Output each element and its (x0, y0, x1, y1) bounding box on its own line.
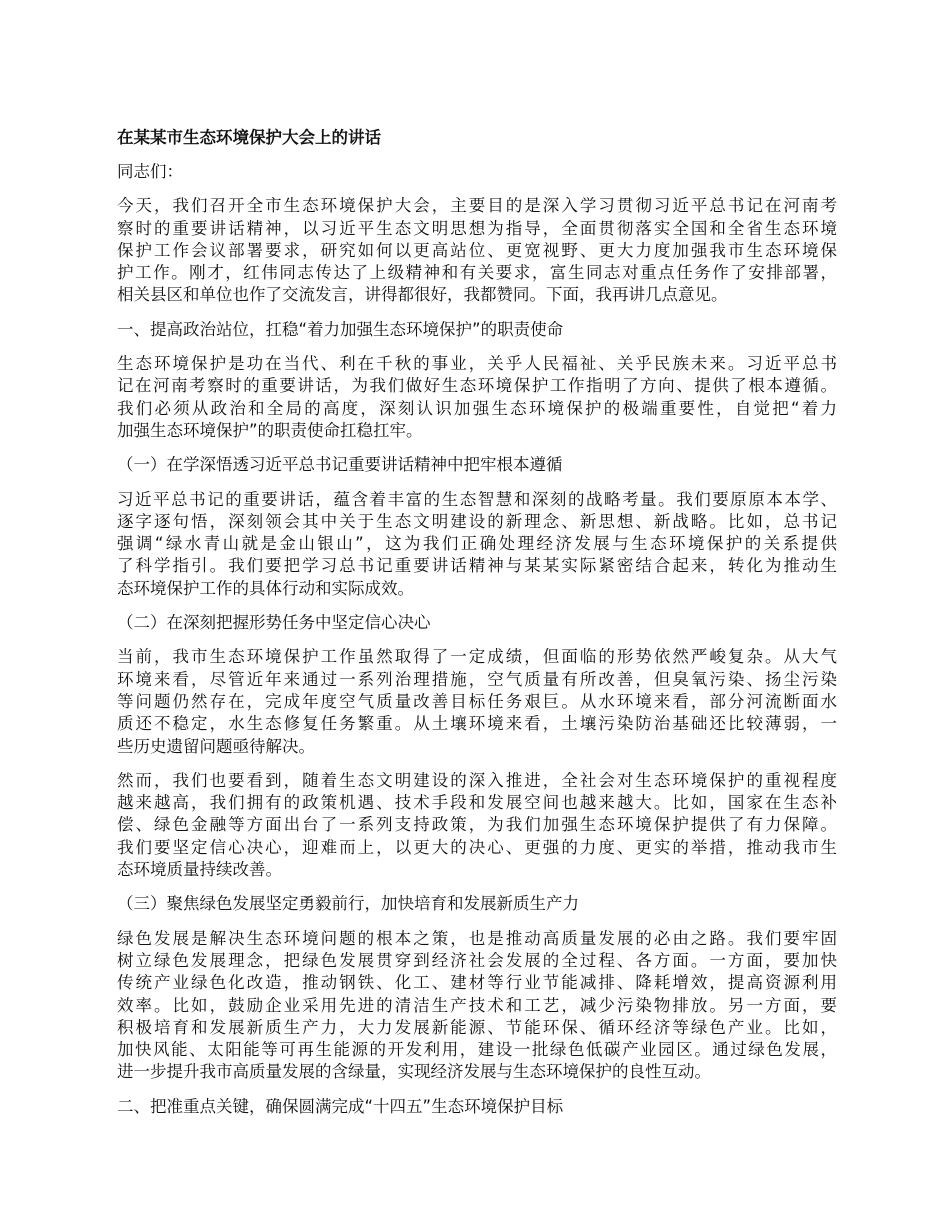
text-line: 察时的重要讲话精神，以习近平生态文明思想为指导，全面贯彻落实全国和全省生态环境 (117, 218, 837, 238)
text-line: 偿、绿色金融等方面出台了一系列支持政策，为我们加强生态环境保护提供了有力保障。 (117, 815, 837, 835)
text-line: 树立绿色发展理念，把绿色发展贯穿到经济社会发展的全过程、各方面。一方面，要加快 (117, 950, 837, 970)
text-line: 态环境保护工作的具体行动和实际成效。 (117, 578, 414, 598)
document-body (117, 127, 837, 1130)
text-line: 今天，我们召开全市生态环境保护大会，主要目的是深入学习贯彻习近平总书记在河南考 (117, 196, 837, 216)
text-line: 强调“绿水青山就是金山银山”，这为我们正确处理经济发展与生态环境保护的关系提供 (117, 534, 837, 554)
text-line: 一、提高政治站位，扛稳“着力加强生态环境保护”的职责使命 (117, 319, 564, 339)
text-line: 习近平总书记的重要讲话，蕴含着丰富的生态智慧和深刻的战略考量。我们要原原本本学、 (117, 489, 837, 509)
text-line: 保护工作会议部署要求，研究如何以更高站位、更宽视野、更大力度加强我市生态环境保 (117, 240, 837, 260)
paragraph (117, 195, 837, 306)
text-line: 些历史遗留问题亟待解决。 (117, 736, 315, 756)
section-heading (117, 1096, 837, 1118)
text-line: 效率。比如，鼓励企业采用先进的清洁生产技术和工艺，减少污染物排放。另一方面，要 (117, 995, 837, 1015)
text-line: 传统产业绿色化改造，推动钢铁、化工、建材等行业节能减排、降耗增效，提高资源利用 (117, 973, 837, 993)
text-line: 护工作。刚才，红伟同志传达了上级精神和有关要求，富生同志对重点任务作了安排部署， (117, 263, 837, 283)
text-line: 二、把准重点关键，确保圆满完成“十四五”生态环境保护目标 (117, 1096, 564, 1116)
section-heading (117, 893, 837, 915)
text-line: 绿色发展是解决生态环境问题的根本之策，也是推动高质量发展的必由之路。我们要牢固 (117, 928, 837, 948)
text-line: 越来越高，我们拥有的政策机遇、技术手段和发展空间也越来越大。比如，国家在生态补 (117, 793, 837, 813)
text-line: 我们要坚定信心决心，迎难而上，以更大的决心、更强的力度、更实的举措，推动我市生 (117, 837, 837, 857)
paragraph (117, 353, 837, 442)
text-line: （三）聚焦绿色发展坚定勇毅前行，加快培育和发展新质生产力 (117, 894, 579, 914)
document-title: 在某某市生态环境保护大会上的讲话 (117, 128, 381, 147)
section-heading (117, 454, 837, 476)
text-line: 然而，我们也要看到，随着生态文明建设的深入推进，全社会对生态环境保护的重视程度 (117, 770, 837, 790)
text-line: （二）在深刻把握形势任务中坚定信心决心 (117, 613, 431, 633)
paragraph (117, 161, 837, 183)
section-heading (117, 612, 837, 634)
text-line: 相关县区和单位也作了交流发言，讲得都很好，我都赞同。下面，我再讲几点意见。 (117, 285, 728, 305)
text-line: 我们必须从政治和全局的高度，深刻认识加强生态环境保护的极端重要性，自觉把“着力 (117, 398, 837, 418)
text-line: 质还不稳定，水生态修复任务繁重。从土壤环境来看，土壤污染防治基础还比较薄弱，一 (117, 714, 837, 734)
text-line: 记在河南考察时的重要讲话，为我们做好生态环境保护工作指明了方向、提供了根本遵循。 (117, 376, 837, 396)
section-heading (117, 319, 837, 341)
text-line: 生态环境保护是功在当代、利在千秋的事业，关乎人民福祉、关乎民族未来。习近平总书 (117, 354, 837, 374)
paragraph (117, 770, 837, 881)
text-line: 加快风能、太阳能等可再生能源的开发利用，建设一批绿色低碳产业园区。通过绿色发展， (117, 1040, 837, 1060)
text-line: 同志们： (117, 162, 183, 181)
text-line: 等问题仍然存在，完成年度空气质量改善目标任务艰巨。从水环境来看，部分河流断面水 (117, 691, 837, 711)
paragraph (117, 646, 837, 757)
text-line: 加强生态环境保护”的职责使命扛稳扛牢。 (117, 420, 423, 440)
text-line: 环境来看，尽管近年来通过一系列治理措施，空气质量有所改善，但臭氧污染、扬尘污染 (117, 669, 837, 689)
text-line: 态环境质量持续改善。 (117, 860, 282, 880)
text-line: 进一步提升我市高质量发展的含绿量，实现经济发展与生态环境保护的良性互动。 (117, 1062, 711, 1082)
text-line: 了科学指引。我们要把学习总书记重要讲话精神与某某实际紧密结合起来，转化为推动生 (117, 556, 837, 576)
text-line: 当前，我市生态环境保护工作虽然取得了一定成绩，但面临的形势依然严峻复杂。从大气 (117, 647, 837, 667)
text-line: （一）在学深悟透习近平总书记重要讲话精神中把牢根本遵循 (117, 455, 563, 475)
paragraph (117, 489, 837, 600)
text-line: 逐字逐句悟，深刻领会其中关于生态文明建设的新理念、新思想、新战略。比如，总书记 (117, 511, 837, 531)
paragraph-list (117, 161, 837, 1118)
paragraph (117, 928, 837, 1084)
text-line: 积极培育和发展新质生产力，大力发展新能源、节能环保、循环经济等绿色产业。比如， (117, 1017, 837, 1037)
